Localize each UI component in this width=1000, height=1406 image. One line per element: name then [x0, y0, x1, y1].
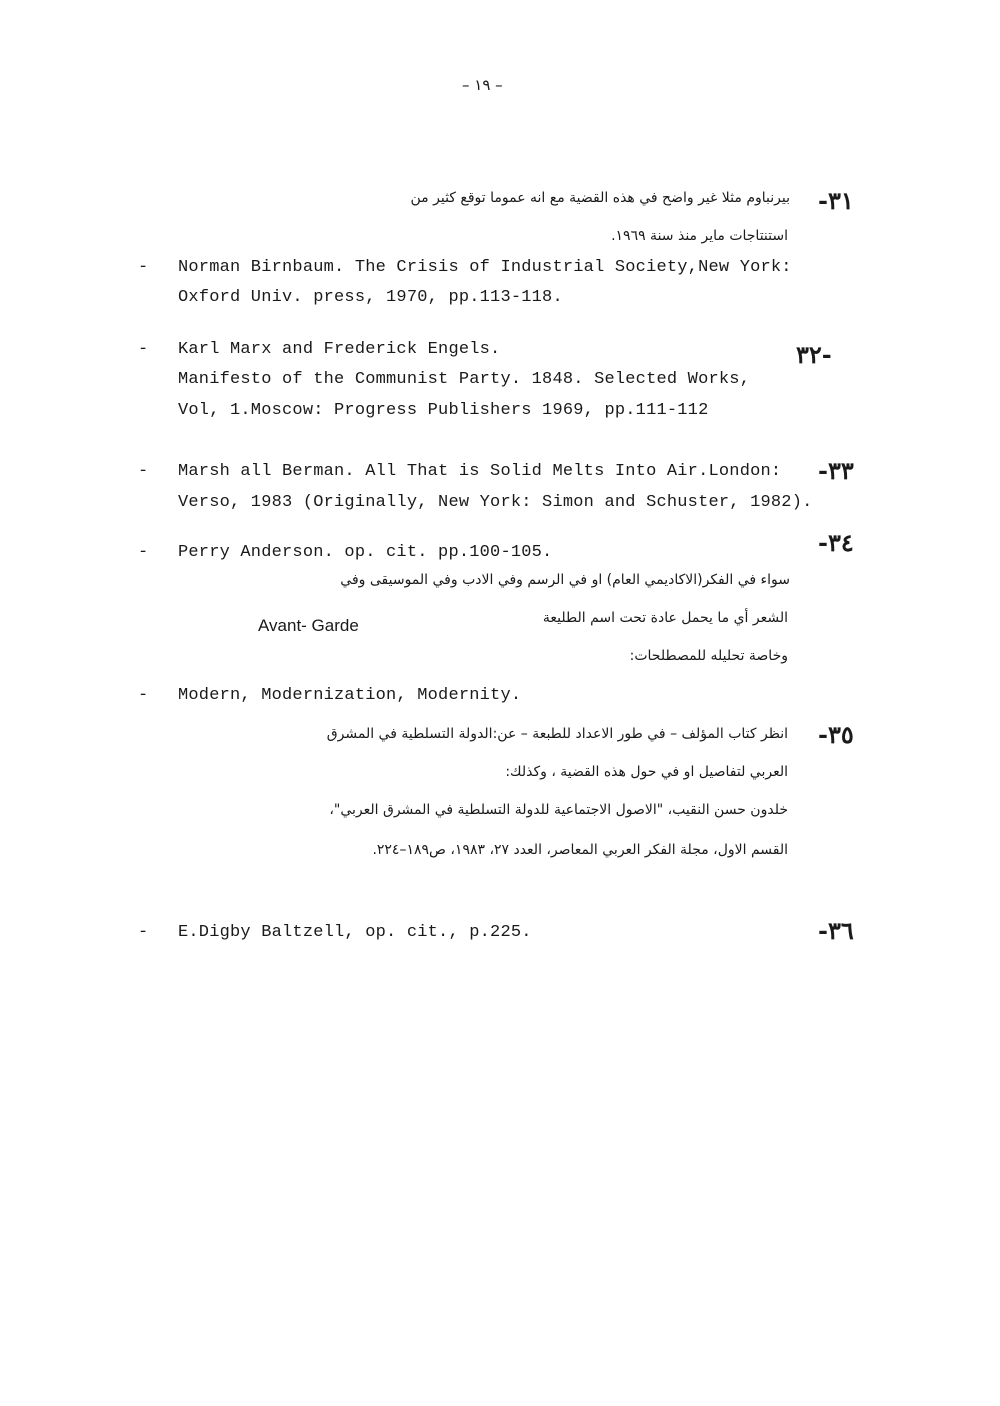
note-32-ref-dash: - — [138, 340, 149, 359]
note-number-36: ٣٦- — [818, 916, 854, 945]
note-31-arabic-line-2: استنتاجات ماير منذ سنة ١٩٦٩. — [611, 228, 788, 244]
note-number-32: -٣٢ — [796, 340, 832, 369]
note-number-34: ٣٤- — [818, 528, 854, 557]
note-31-ref-dash: - — [138, 258, 149, 277]
note-34-ref-line-1: Perry Anderson. op. cit. pp.100-105. — [178, 543, 553, 562]
note-35-arabic-line-2: العربي لتفاصيل او في حول هذه القضية ، وكذلك: — [505, 764, 788, 780]
note-36-ref-dash: - — [138, 923, 149, 942]
note-32-ref-line-2: Manifesto of the Communist Party. 1848. Selected Works, — [178, 370, 751, 389]
note-33-ref-line-2: Verso, 1983 (Originally, New York: Simon and Schuster, 1982). — [178, 493, 813, 512]
note-33-ref-line-1: Marsh all Berman. All That is Solid Melts Into Air.London: — [178, 462, 782, 481]
note-number-33: ٣٣- — [818, 456, 854, 485]
note-33-ref-dash: - — [138, 462, 149, 481]
note-34-arabic-line-1: سواء في الفكر(الاكاديمي العام) او في الرسم وفي الادب وفي الموسيقى وفي — [340, 572, 790, 588]
note-31-ref-line-2: Oxford Univ. press, 1970, pp.113-118. — [178, 288, 563, 307]
note-31-arabic-line-1: بيرنباوم مثلا غير واضح في هذه القضية مع انه عموما توقع كثير من — [410, 190, 790, 206]
note-number-35: ٣٥- — [818, 720, 854, 749]
note-34-arabic-line-3: وخاصة تحليله للمصطلحات: — [629, 648, 788, 664]
note-32-ref-line-1: Karl Marx and Frederick Engels. — [178, 340, 501, 359]
note-number-31: ٣١- — [818, 186, 854, 215]
note-36-ref-line-1: E.Digby Baltzell, op. cit., p.225. — [178, 923, 532, 942]
note-32-ref-line-3: Vol, 1.Moscow: Progress Publishers 1969, pp.111-112 — [178, 401, 709, 420]
note-35-arabic-line-3: خلدون حسن النقيب، "الاصول الاجتماعية للدولة التسلطية في المشرق العربي"، — [329, 802, 788, 818]
note-34-arabic-line-2: الشعر أي ما يحمل عادة تحت اسم الطليعة — [542, 610, 788, 626]
note-34-ref2-line-1: Modern, Modernization, Modernity. — [178, 686, 522, 705]
note-34-ref-dash: - — [138, 543, 149, 562]
note-31-ref-line-1: Norman Birnbaum. The Crisis of Industrial Society,New York: — [178, 258, 792, 277]
page-number: – ١٩ – — [462, 76, 503, 94]
note-35-arabic-line-1: انظر كتاب المؤلف – في طور الاعداد للطبعة – عن:الدولة التسلطية في المشرق — [326, 726, 788, 742]
note-34-ref2-dash: - — [138, 686, 149, 705]
note-34-inline-latin: Avant- Garde — [258, 616, 359, 635]
note-35-arabic-line-4: القسم الاول، مجلة الفكر العربي المعاصر، العدد ٢٧، ١٩٨٣، ص١٨٩–٢٢٤. — [372, 842, 788, 858]
